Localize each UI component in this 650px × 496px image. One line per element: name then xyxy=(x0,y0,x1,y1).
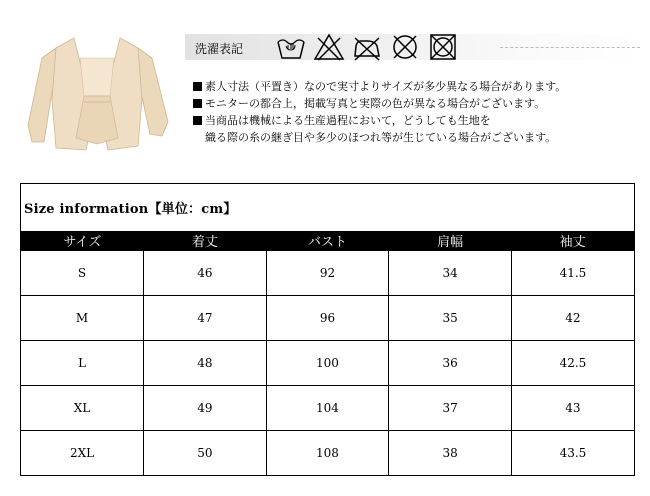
no-tumble-dry-icon xyxy=(427,32,459,62)
no-dry-clean-icon xyxy=(389,32,421,62)
no-iron-icon xyxy=(351,32,383,62)
header-length: 着丈 xyxy=(144,231,267,251)
note-text: 当商品は機械による生産過程において，どうしても生地を xyxy=(205,114,491,127)
product-image xyxy=(22,30,172,155)
cell-shoulder: 35 xyxy=(389,296,512,341)
cell-sleeve: 43 xyxy=(511,386,634,431)
table-row xyxy=(21,341,634,386)
note-item xyxy=(193,112,643,129)
table-row xyxy=(21,431,634,476)
care-icons xyxy=(275,30,459,64)
cell-size: L xyxy=(21,341,144,386)
cell-sleeve: 43.5 xyxy=(511,431,634,476)
table-row xyxy=(21,251,634,296)
header-size: サイズ xyxy=(21,231,144,251)
cell-bust: 104 xyxy=(266,386,389,431)
cell-length: 50 xyxy=(144,431,267,476)
cell-length: 49 xyxy=(144,386,267,431)
cell-sleeve: 42.5 xyxy=(511,341,634,386)
header-bust: バスト xyxy=(266,231,389,251)
table-row xyxy=(21,386,634,431)
size-table-title: Size information【単位：cm】 xyxy=(24,202,237,217)
note-item xyxy=(193,78,643,95)
bullet-square-icon xyxy=(193,82,202,91)
size-information xyxy=(20,183,635,476)
note-item xyxy=(193,95,643,112)
cardigan-jacket-icon xyxy=(22,30,172,155)
cell-length: 48 xyxy=(144,341,267,386)
cell-bust: 96 xyxy=(266,296,389,341)
cell-size: M xyxy=(21,296,144,341)
header-sleeve: 袖丈 xyxy=(511,231,634,251)
header-shoulder: 肩幅 xyxy=(389,231,512,251)
no-bleach-icon xyxy=(313,32,345,62)
cell-shoulder: 38 xyxy=(389,431,512,476)
cell-shoulder: 36 xyxy=(389,341,512,386)
note-text: モニターの都合上，掲載写真と実際の色が異なる場合がございます。 xyxy=(205,97,546,110)
care-label-strip xyxy=(185,30,640,64)
bullet-square-icon xyxy=(193,116,202,125)
cell-sleeve: 42 xyxy=(511,296,634,341)
cell-sleeve: 41.5 xyxy=(511,251,634,296)
cell-length: 46 xyxy=(144,251,267,296)
cell-size: 2XL xyxy=(21,431,144,476)
size-table-header-row xyxy=(21,231,634,251)
size-table xyxy=(21,231,634,475)
note-continuation: 織る際の糸の継ぎ目や多少のほつれ等が生じている場合がございます。 xyxy=(205,131,557,144)
cell-length: 47 xyxy=(144,296,267,341)
care-strip-divider xyxy=(500,47,640,49)
table-row xyxy=(21,296,634,341)
cell-shoulder: 37 xyxy=(389,386,512,431)
cell-bust: 108 xyxy=(266,431,389,476)
bullet-square-icon xyxy=(193,99,202,108)
hand-wash-icon xyxy=(275,32,307,62)
product-notes xyxy=(193,78,643,146)
cell-size: XL xyxy=(21,386,144,431)
note-text: 素人寸法（平置き）なので実寸よりサイズが多少異なる場合があります。 xyxy=(205,80,567,93)
cell-bust: 100 xyxy=(266,341,389,386)
cell-bust: 92 xyxy=(266,251,389,296)
cell-shoulder: 34 xyxy=(389,251,512,296)
care-label-title: 洗濯表記 xyxy=(195,42,244,56)
cell-size: S xyxy=(21,251,144,296)
